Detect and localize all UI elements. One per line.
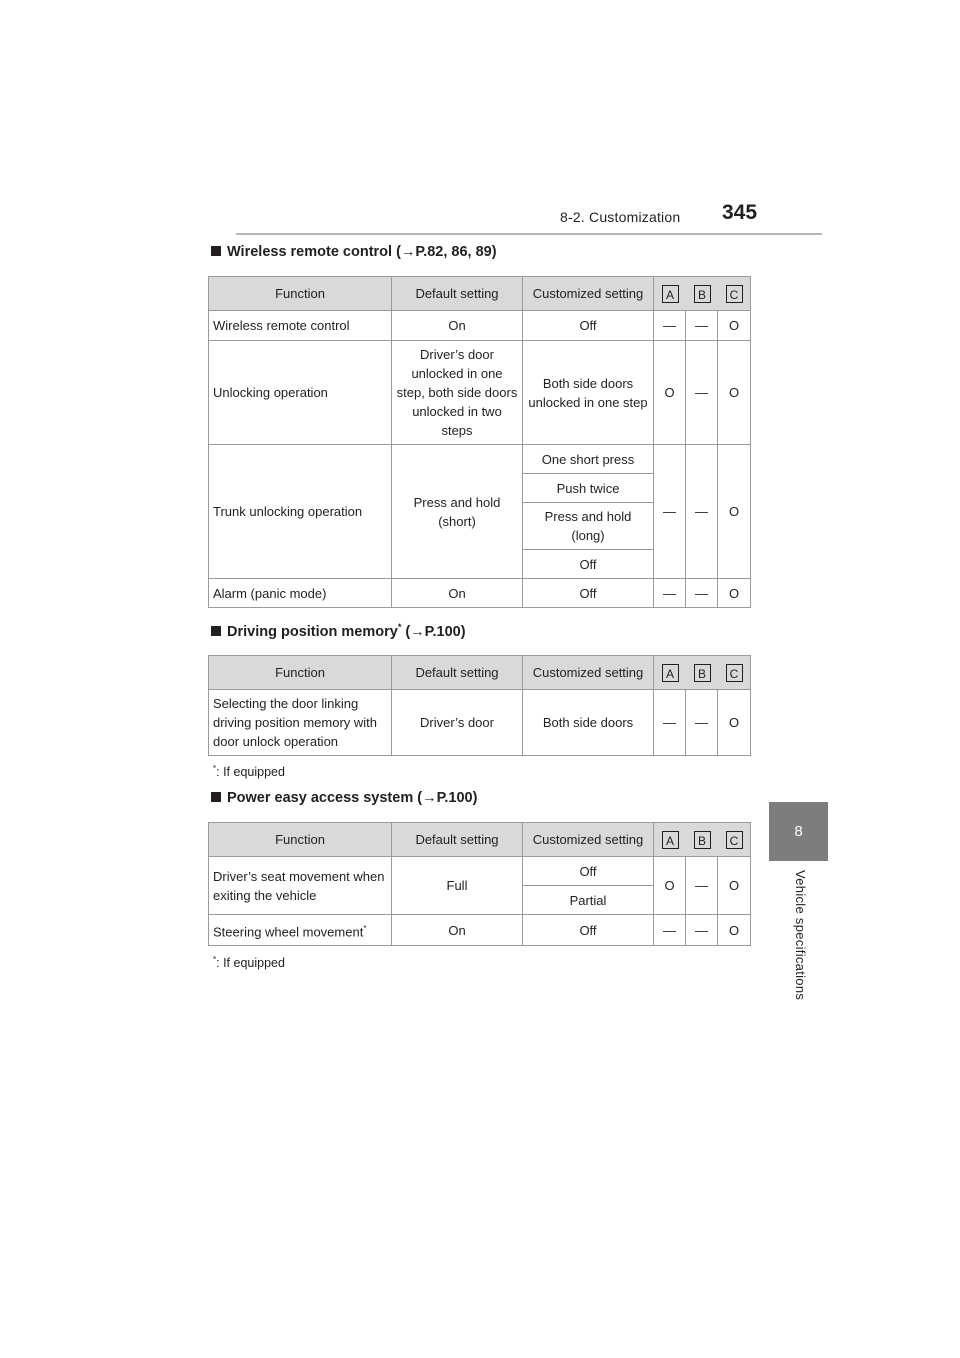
column-b-label: B [694, 831, 711, 849]
c-cell: O [718, 311, 751, 341]
table-row [209, 311, 751, 341]
section-heading-ref: (→P.100) [401, 623, 466, 640]
header-abc [654, 656, 751, 690]
chapter-tab [769, 802, 828, 861]
function-cell: Unlocking operation [209, 341, 392, 445]
customized-cell: Both side doors unlocked in one step [523, 341, 654, 445]
function-text: Steering wheel movement [213, 924, 364, 940]
customized-option: Push twice [523, 474, 654, 503]
footnote-mark: * [363, 924, 367, 933]
a-cell: O [654, 857, 686, 915]
b-cell: — [686, 915, 718, 946]
footnote [213, 764, 285, 779]
section-heading-text: Power easy access system (→P.100) [227, 790, 478, 806]
customized-cell: Off [523, 311, 654, 341]
table-row [209, 690, 751, 756]
customized-cell: Off [523, 579, 654, 608]
table-header-row [209, 656, 751, 690]
b-cell: — [686, 857, 718, 915]
default-cell: Driver’s door [392, 690, 523, 756]
default-cell: Driver’s door unlocked in one step, both side doors unlocked in two steps [392, 341, 523, 445]
header-customized: Customized setting [523, 277, 654, 311]
default-cell: Press and hold (short) [392, 445, 523, 579]
default-cell: On [392, 915, 523, 946]
b-cell: — [686, 311, 718, 341]
a-cell: — [654, 915, 686, 946]
column-b-label: B [694, 285, 711, 303]
section-title: 8-2. Customization [560, 209, 681, 225]
table-row [209, 341, 751, 445]
b-cell: — [686, 341, 718, 445]
wireless-remote-table [208, 276, 751, 608]
function-cell [209, 915, 392, 946]
default-cell: Full [392, 857, 523, 915]
footnote-text: : If equipped [216, 956, 285, 971]
header-function: Function [209, 823, 392, 857]
section-heading-text: Driving position memory [227, 623, 398, 640]
column-c-label: C [726, 831, 743, 849]
customized-cell: Off [523, 915, 654, 946]
chapter-number: 8 [794, 823, 803, 840]
header-default: Default setting [392, 277, 523, 311]
a-cell: — [654, 311, 686, 341]
c-cell: O [718, 690, 751, 756]
footnote-mark: * [213, 955, 217, 964]
page-header [0, 0, 960, 240]
customized-option: Off [523, 550, 654, 579]
c-cell: O [718, 445, 751, 579]
footnote-mark: * [397, 622, 402, 632]
function-cell: Trunk unlocking operation [209, 445, 392, 579]
header-abc [654, 277, 751, 311]
table-row [209, 915, 751, 946]
bullet-square-icon [211, 626, 221, 636]
a-cell: — [654, 579, 686, 608]
header-default: Default setting [392, 656, 523, 690]
column-a-label: A [662, 285, 679, 303]
customized-option: Press and hold (long) [523, 503, 654, 550]
table-row [209, 857, 751, 886]
c-cell: O [718, 579, 751, 608]
header-customized: Customized setting [523, 823, 654, 857]
footnote-mark: * [213, 764, 217, 773]
c-cell: O [718, 857, 751, 915]
section-heading-wireless [211, 244, 497, 260]
power-easy-access-table [208, 822, 751, 946]
b-cell: — [686, 579, 718, 608]
section-heading-power [211, 790, 477, 806]
header-default: Default setting [392, 823, 523, 857]
a-cell: O [654, 341, 686, 445]
default-cell: On [392, 579, 523, 608]
function-cell: Driver’s seat movement when exiting the vehicle [209, 857, 392, 915]
a-cell: — [654, 690, 686, 756]
section-heading-text: Wireless remote control (→P.82, 86, 89) [227, 244, 497, 260]
column-a-label: A [662, 831, 679, 849]
column-c-label: C [726, 664, 743, 682]
footnote-text: : If equipped [216, 765, 285, 780]
footnote [213, 955, 285, 970]
function-cell: Selecting the door linking driving position memory with door unlock operation [209, 690, 392, 756]
customized-cell: Both side doors [523, 690, 654, 756]
table-header-row [209, 277, 751, 311]
b-cell: — [686, 690, 718, 756]
customized-option: Partial [523, 886, 654, 915]
bullet-square-icon [211, 246, 221, 256]
c-cell: O [718, 915, 751, 946]
table-row [209, 579, 751, 608]
c-cell: O [718, 341, 751, 445]
function-cell: Alarm (panic mode) [209, 579, 392, 608]
customized-option: One short press [523, 445, 654, 474]
column-a-label: A [662, 664, 679, 682]
header-divider [236, 233, 822, 235]
customized-option: Off [523, 857, 654, 886]
column-c-label: C [726, 285, 743, 303]
chapter-title: Vehicle specifications [793, 870, 808, 1001]
column-b-label: B [694, 664, 711, 682]
table-row [209, 445, 751, 474]
header-customized: Customized setting [523, 656, 654, 690]
header-function: Function [209, 656, 392, 690]
default-cell: On [392, 311, 523, 341]
b-cell: — [686, 445, 718, 579]
bullet-square-icon [211, 792, 221, 802]
page-number: 345 [722, 201, 758, 224]
section-heading-driving [211, 622, 466, 640]
table-header-row [209, 823, 751, 857]
driving-position-table [208, 655, 751, 756]
header-function: Function [209, 277, 392, 311]
header-abc [654, 823, 751, 857]
a-cell: — [654, 445, 686, 579]
function-cell: Wireless remote control [209, 311, 392, 341]
